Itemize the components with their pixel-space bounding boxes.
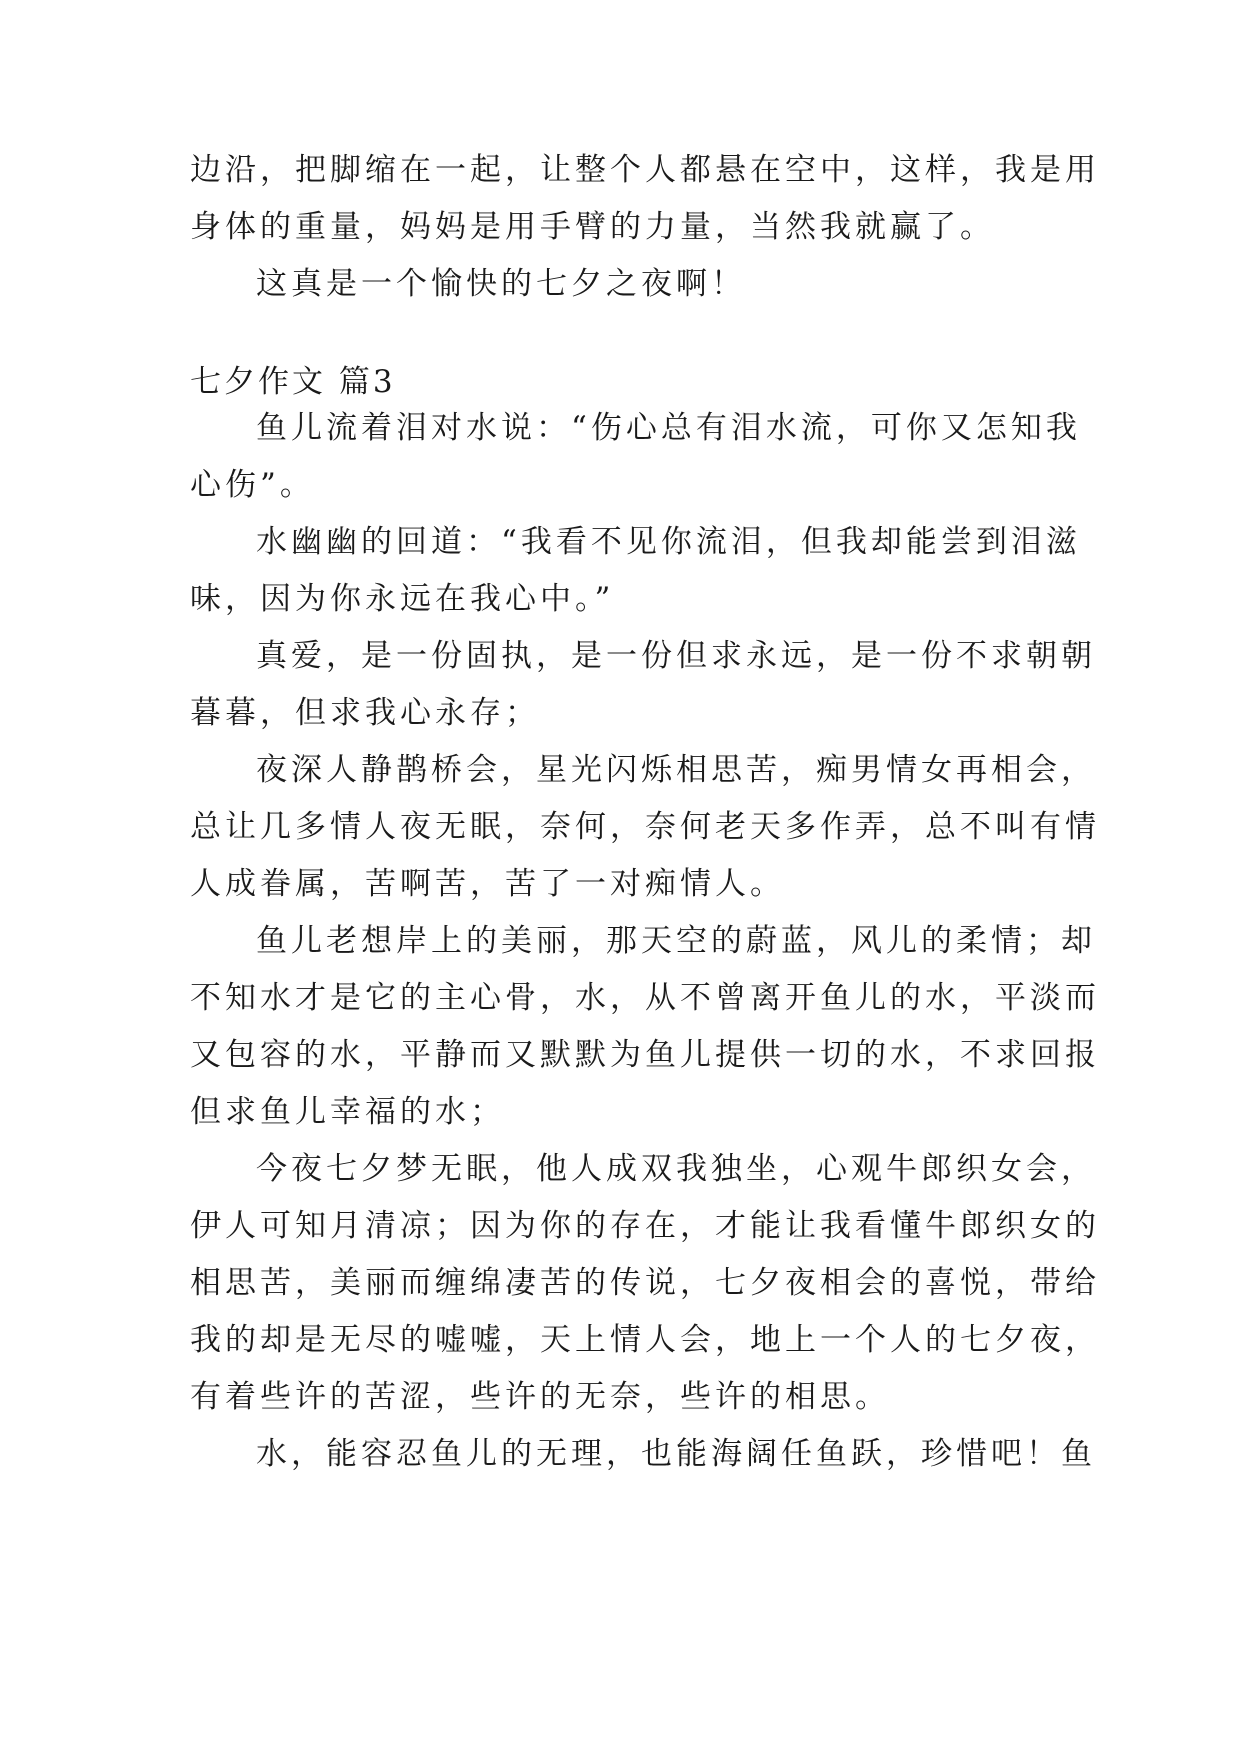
text-line-17: 但求鱼儿幸福的水； [190, 1094, 505, 1130]
text-line-6: 心伤”。 [190, 467, 315, 503]
text-line-20: 相思苦，美丽而缠绵凄苦的传说，七夕夜相会的喜悦，带给 [190, 1265, 1100, 1301]
text-line-22: 有着些许的苦涩，些许的无奈，些许的相思。 [190, 1379, 890, 1415]
text-line-10: 暮暮，但求我心永存； [190, 695, 540, 731]
text-line-5: 鱼儿流着泪对水说：“伤心总有泪水流，可你又怎知我 [256, 410, 1081, 446]
text-line-7: 水幽幽的回道：“我看不见你流泪，但我却能尝到泪滋 [256, 524, 1081, 560]
text-line-14: 鱼儿老想岸上的美丽，那天空的蔚蓝，风儿的柔情；却 [256, 923, 1096, 959]
text-line-13: 人成眷属，苦啊苦，苦了一对痴情人。 [190, 866, 785, 902]
section-heading: 七夕作文 篇3 [190, 364, 396, 400]
text-line-16: 又包容的水，平静而又默默为鱼儿提供一切的水，不求回报 [190, 1037, 1100, 1073]
text-line-2: 身体的重量，妈妈是用手臂的力量，当然我就赢了。 [190, 209, 995, 245]
text-line-15: 不知水才是它的主心骨，水，从不曾离开鱼儿的水，平淡而 [190, 980, 1100, 1016]
text-line-1: 边沿，把脚缩在一起，让整个人都悬在空中，这样，我是用 [190, 152, 1100, 188]
text-line-11: 夜深人静鹊桥会，星光闪烁相思苦，痴男情女再相会， [256, 752, 1096, 788]
text-line-8: 味，因为你永远在我心中。” [190, 581, 615, 617]
text-line-21: 我的却是无尽的嘘嘘，天上情人会，地上一个人的七夕夜， [190, 1322, 1100, 1358]
text-line-23: 水，能容忍鱼儿的无理，也能海阔任鱼跃，珍惜吧！鱼 [256, 1436, 1096, 1472]
text-line-19: 伊人可知月清凉；因为你的存在，才能让我看懂牛郎织女的 [190, 1208, 1100, 1244]
text-line-18: 今夜七夕梦无眠，他人成双我独坐，心观牛郎织女会， [256, 1151, 1096, 1187]
text-line-3: 这真是一个愉快的七夕之夜啊！ [256, 266, 746, 302]
text-line-12: 总让几多情人夜无眠，奈何，奈何老天多作弄，总不叫有情 [190, 809, 1100, 845]
text-line-9: 真爱，是一份固执，是一份但求永远，是一份不求朝朝 [256, 638, 1096, 674]
